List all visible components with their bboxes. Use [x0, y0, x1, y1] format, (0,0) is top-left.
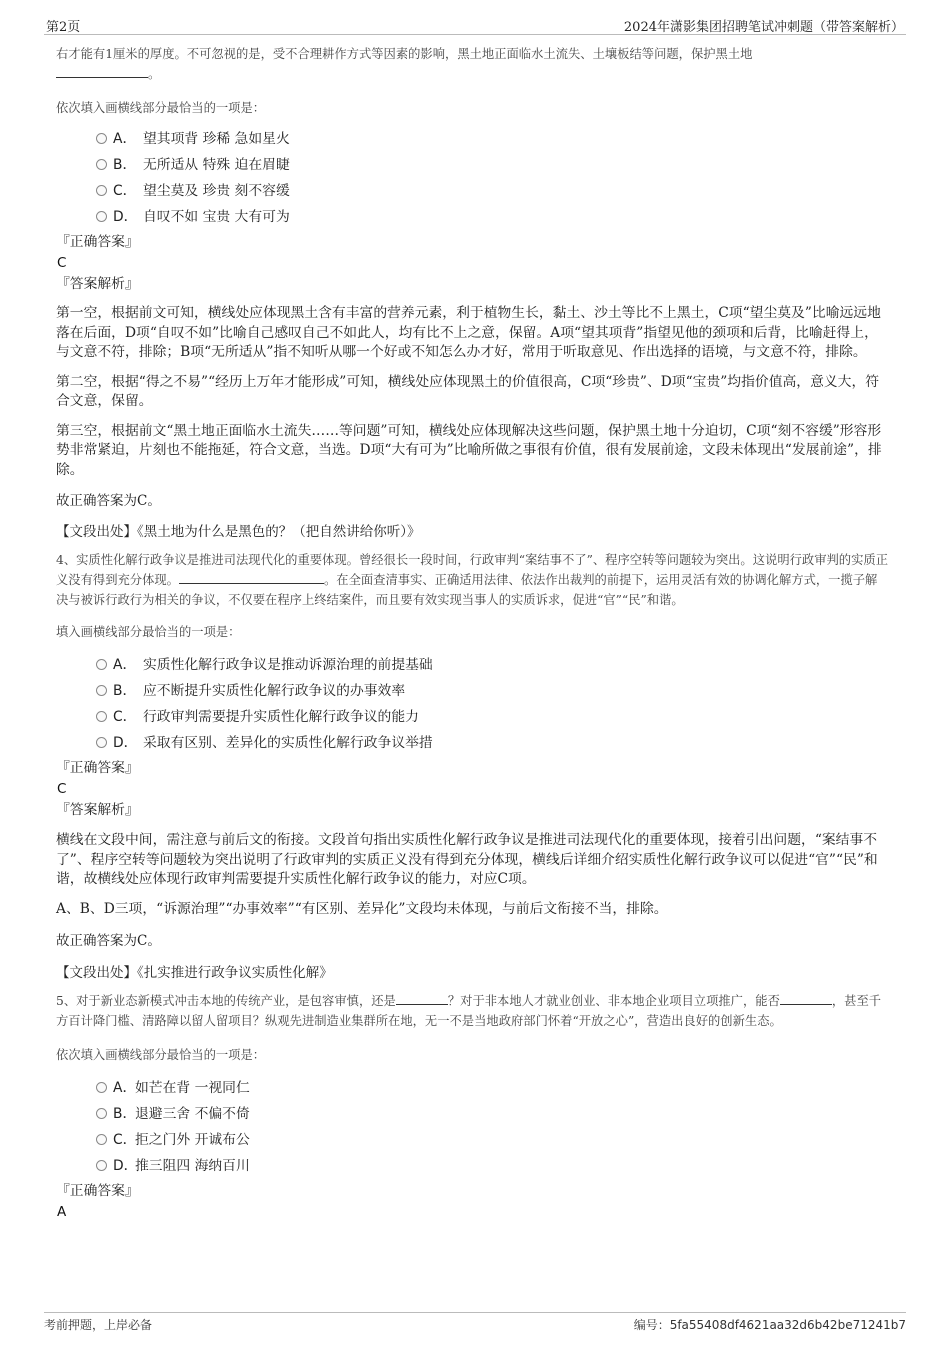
q5-stem: 5、对于新业态新模式冲击本地的传统产业，是包容审慎，还是 ？对于非本地人才就业创业、非本地企业项目立项推广，能否 ，甚至千方百计降门槛、清路障以留人留项目？纵观先进制造业集群所在地，无一不是当地政府部门怀着“开放之心”，营造出良好的创新生态。: [56, 994, 882, 1028]
q4-options: [96, 652, 888, 756]
radio-icon[interactable]: [96, 685, 107, 696]
q4-analysis-label: 『答案解析』: [56, 802, 139, 818]
radio-icon[interactable]: [96, 1082, 107, 1093]
radio-icon[interactable]: [96, 211, 107, 222]
q3-source: 【文段出处】《黑土地为什么是黑色的？（把自然讲给你听）》: [56, 524, 421, 540]
q4-option-a[interactable]: A． 实质性化解行政争议是推动诉源治理的前提基础: [96, 652, 888, 678]
q4-option-b[interactable]: B． 应不断提升实质性化解行政争议的办事效率: [96, 678, 888, 704]
q3-analysis-label: 『答案解析』: [56, 276, 139, 292]
q4-blank: [179, 571, 324, 584]
q4-conclusion: 故正确答案为C。: [56, 933, 161, 949]
q3-analysis-para3: 第三空，根据前文“黑土地正面临水土流失……等问题”可知，横线处应体现解决这些问题，保护黑土地十分迫切，C项“刻不容缓”形容形势非常紧迫，片刻也不能拖延，符合文意，当选。D项“大有可为”比喻所做之事很有价值，很有发展前途，文段未体现出“发展前途”，排除。: [56, 422, 882, 478]
q4-stem: 4、实质性化解行政争议是推进司法现代化的重要体现。曾经很长一段时间，行政审判“案结事不了”、程序空转等问题较为突出。这说明行政审判的实质正义没有得到充分体现。 。在全面查清事实、正确适用法律、依法作出裁判的前提下，运用灵活有效的协调化解方式，一揽子解决与被诉行政行为相关的争议，不仅要在程序上终结案件，而且要有效实现当事人的实质诉求，促进“官”“民”和谐。: [56, 553, 888, 607]
q3-conclusion: 故正确答案为C。: [56, 493, 161, 509]
radio-icon[interactable]: [96, 185, 107, 196]
q5-option-a[interactable]: A．如芒在背 一视同仁: [96, 1075, 888, 1101]
main-content: [56, 36, 888, 1223]
q4-answer-label: 『正确答案』: [56, 760, 139, 776]
q5-blank-2: [780, 992, 832, 1005]
q4-instruction: 填入画横线部分最恰当的一项是：: [56, 625, 241, 639]
radio-icon[interactable]: [96, 1108, 107, 1119]
radio-icon[interactable]: [96, 711, 107, 722]
radio-icon[interactable]: [96, 737, 107, 748]
q5-option-c[interactable]: C．拒之门外 开诚布公: [96, 1127, 888, 1153]
q5-option-d[interactable]: D．推三阻四 海纳百川: [96, 1153, 888, 1179]
page-number: 第2页: [46, 20, 81, 35]
q4-option-d[interactable]: D． 采取有区别、差异化的实质性化解行政争议举措: [96, 730, 888, 756]
radio-icon[interactable]: [96, 1160, 107, 1171]
radio-icon[interactable]: [96, 133, 107, 144]
q3-blank: [56, 65, 148, 78]
q4-analysis-para2: A、B、D三项，“诉源治理”“办事效率”“有区别、差异化”文段均未体现，与前后文衔接不当，排除。: [56, 900, 668, 917]
q4-option-c[interactable]: C． 行政审判需要提升实质性化解行政争议的能力: [96, 704, 888, 730]
document-title: 2024年潇影集团招聘笔试冲刺题（带答案解析）: [623, 20, 904, 35]
q3-option-d[interactable]: D． 自叹不如 宝贵 大有可为: [96, 204, 888, 230]
radio-icon[interactable]: [96, 1134, 107, 1145]
q5-answer-label: 『正确答案』: [56, 1183, 139, 1199]
q3-option-b[interactable]: B． 无所适从 特殊 迫在眉睫: [96, 152, 888, 178]
q3-answer: C: [57, 255, 67, 271]
q4-answer: C: [57, 781, 67, 797]
q4-analysis-para1: 横线在文段中间，需注意与前后文的衔接。文段首句指出实质性化解行政争议是推进司法现代化的重要体现，接着引出问题，“案结事不了”、程序空转等问题较为突出说明了行政审判的实质正义没有得到充分体现，横线后详细介绍实质性化解行政争议可以促进“官”“民”和谐，故横线处应体现行政审判需要提升实质性化解行政争议的能力，对应C项。: [56, 832, 878, 887]
radio-icon[interactable]: [96, 159, 107, 170]
q5-instruction: 依次填入画横线部分最恰当的一项是：: [56, 1048, 266, 1062]
q3-option-c[interactable]: C． 望尘莫及 珍贵 刻不容缓: [96, 178, 888, 204]
q3-stem: 右才能有1厘米的厚度。不可忽视的是，受不合理耕作方式等因素的影响，黑土地正面临水土流失、土壤板结等问题，保护黑土地 。: [56, 47, 753, 81]
q4-source: 【文段出处】《扎实推进行政争议实质性化解》: [56, 965, 333, 981]
page-header: [44, 14, 906, 35]
q3-analysis-para2: 第二空，根据“得之不易”“经历上万年才能形成”可知，横线处应体现黑土的价值很高，C项“珍贵”、D项“宝贵”均指价值高，意义大，符合文意，保留。: [56, 373, 880, 409]
q3-instruction: 依次填入画横线部分最恰当的一项是：: [56, 101, 266, 115]
q5-answer: A: [57, 1204, 67, 1220]
q5-options: [96, 1075, 888, 1179]
q3-analysis-para1: 第一空，根据前文可知，横线处应体现黑土含有丰富的营养元素，利于植物生长，黏土、沙土等比不上黑土，C项“望尘莫及”比喻远远地落在后面，D项“自叹不如”比喻自己感叹自己不如此人，均有比不上之意，保留。A项“望其项背”指望见他的颈项和后背，比喻赶得上，与文意不符，排除；B项“无所适从”指不知听从哪一个好或不知怎么办才好，常用于听取意见、作出选择的语境，与文意不符，排除。: [56, 305, 881, 360]
document-id: 编号：5fa55408df4621aa32d6b42be71241b7: [633, 1318, 906, 1332]
page-footer: [44, 1312, 906, 1333]
radio-icon[interactable]: [96, 659, 107, 670]
q5-blank-1: [396, 992, 448, 1005]
q3-options: [96, 126, 888, 230]
q3-option-a[interactable]: A． 望其项背 珍稀 急如星火: [96, 126, 888, 152]
q5-option-b[interactable]: B．退避三舍 不偏不倚: [96, 1101, 888, 1127]
q3-answer-label: 『正确答案』: [56, 234, 139, 250]
footer-slogan: 考前押题，上岸必备: [44, 1318, 153, 1332]
